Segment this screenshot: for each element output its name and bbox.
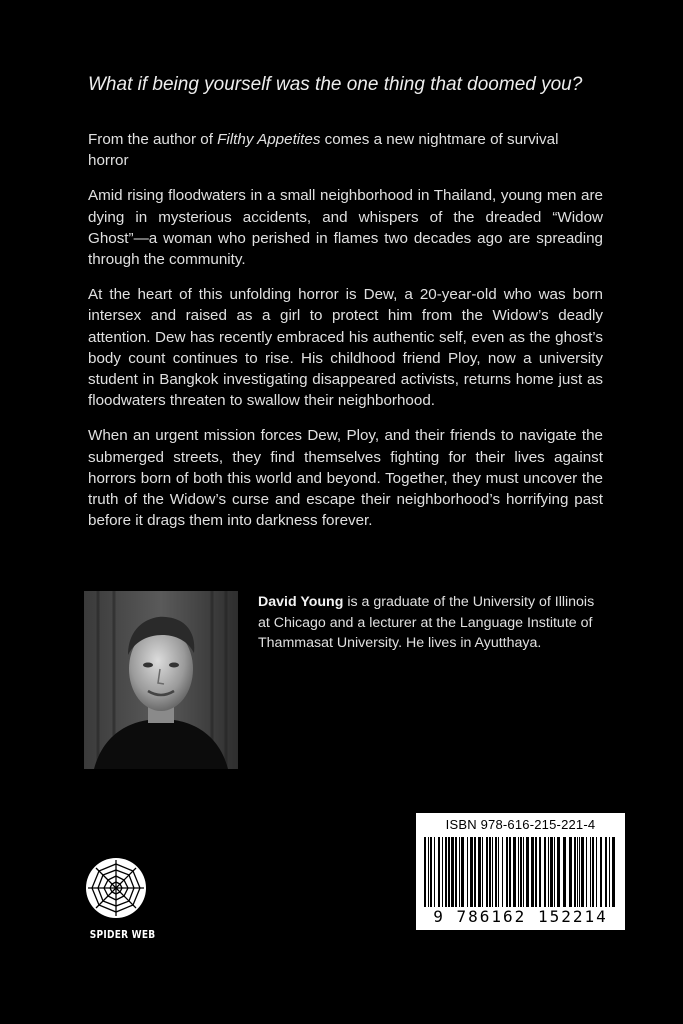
barcode-bar <box>506 837 508 907</box>
barcode-bar <box>563 837 566 907</box>
intro-pre: From the author of <box>88 131 218 148</box>
blurb <box>88 129 603 545</box>
barcode-bar <box>428 837 429 907</box>
barcode-bar <box>535 837 537 907</box>
barcode-bar <box>544 837 546 907</box>
barcode-bar <box>470 837 473 907</box>
barcode-bar <box>482 837 483 907</box>
barcode-bars <box>424 837 617 911</box>
barcode-bar <box>455 837 457 907</box>
barcode-bar <box>442 837 443 907</box>
barcode-bar <box>590 837 591 907</box>
barcode-bar <box>489 837 491 907</box>
blurb-paragraph-4: When an urgent mission forces Dew, Ploy, and their friends to navigate the submerged streets, they find themselves fighting for their lives against horrors born of both this world and beyond. Together, they must uncover the truth of the Widow’s curse and escape their neighborhood’s horrifying past before it drags them into darkness forever. <box>88 427 603 530</box>
author-bio-text: is a graduate of the University of Illinois at Chicago and a lecturer at the Language Institute of Thammasat University. He lives in Ayutthaya. <box>258 594 595 651</box>
author-photo <box>84 591 238 769</box>
author-name: David Young <box>258 594 344 610</box>
barcode-bar <box>459 837 460 907</box>
barcode-bar <box>539 837 541 907</box>
barcode-digits: 9 786162 152214 <box>433 907 608 926</box>
barcode-bar <box>574 837 576 907</box>
barcode-bar <box>609 837 610 907</box>
publisher-logo <box>84 856 156 941</box>
barcode-bar <box>448 837 450 907</box>
barcode-bar <box>478 837 481 907</box>
barcode-bar <box>434 837 435 907</box>
barcode-bar <box>509 837 511 907</box>
blurb-intro <box>88 129 603 171</box>
barcode-bar <box>579 837 580 907</box>
barcode-bar <box>486 837 488 907</box>
barcode-bar <box>438 837 440 907</box>
barcode-bar <box>577 837 578 907</box>
barcode-bar <box>548 837 549 907</box>
book-title-reference: Filthy Appetites <box>217 131 321 148</box>
barcode-bar <box>569 837 572 907</box>
blurb-paragraph-3: At the heart of this unfolding horror is Dew, a 20-year-old who was born intersex and raised as a girl to protect him from the Widow’s deadly attention. Dew has recently embraced his authentic self, even as the ghost’s body count continues to rise. His childhood friend Ploy, now a university student in Bangkok investigating disappeared activists, returns home just as floodwaters threaten to swallow their neighborhood. <box>88 286 603 410</box>
barcode-bar <box>557 837 560 907</box>
barcode-bar <box>600 837 602 907</box>
barcode-bar <box>592 837 594 907</box>
barcode-bar <box>474 837 476 907</box>
barcode-bar <box>550 837 553 907</box>
barcode-bar <box>554 837 555 907</box>
barcode-bar <box>523 837 524 907</box>
barcode-bar <box>495 837 497 907</box>
barcode-bar <box>586 837 587 907</box>
barcode-bar <box>430 837 432 907</box>
blurb-paragraph-2: Amid rising floodwaters in a small neighborhood in Thailand, young men are dying in mysterious accidents, and whispers of the dreaded “Widow Ghost”—a woman who perished in flames two decades ago are spreading through the community. <box>88 187 603 269</box>
publisher-name: SPIDER WEB <box>89 928 156 941</box>
barcode-bar <box>518 837 519 907</box>
author-bio <box>258 592 608 654</box>
barcode-bar <box>461 837 464 907</box>
barcode-bar <box>581 837 584 907</box>
barcode-bar <box>451 837 454 907</box>
spider-web-icon <box>84 856 148 920</box>
isbn-barcode <box>416 813 625 930</box>
tagline: What if being yourself was the one thing that doomed you? <box>88 74 583 95</box>
barcode-bar <box>467 837 468 907</box>
barcode-bar <box>605 837 607 907</box>
isbn-label: ISBN 978-616-215-221-4 <box>445 817 596 832</box>
barcode-bar <box>502 837 503 907</box>
barcode-bar <box>612 837 615 907</box>
barcode-bar <box>492 837 493 907</box>
barcode-bar <box>424 837 426 907</box>
barcode-bar <box>531 837 534 907</box>
barcode-bar <box>445 837 447 907</box>
intro-post: comes a new nightmare of survival horror <box>88 131 559 170</box>
barcode-bar <box>498 837 499 907</box>
barcode-bar <box>513 837 516 907</box>
barcode-bar <box>596 837 597 907</box>
barcode-bar <box>526 837 529 907</box>
barcode-bar <box>520 837 522 907</box>
